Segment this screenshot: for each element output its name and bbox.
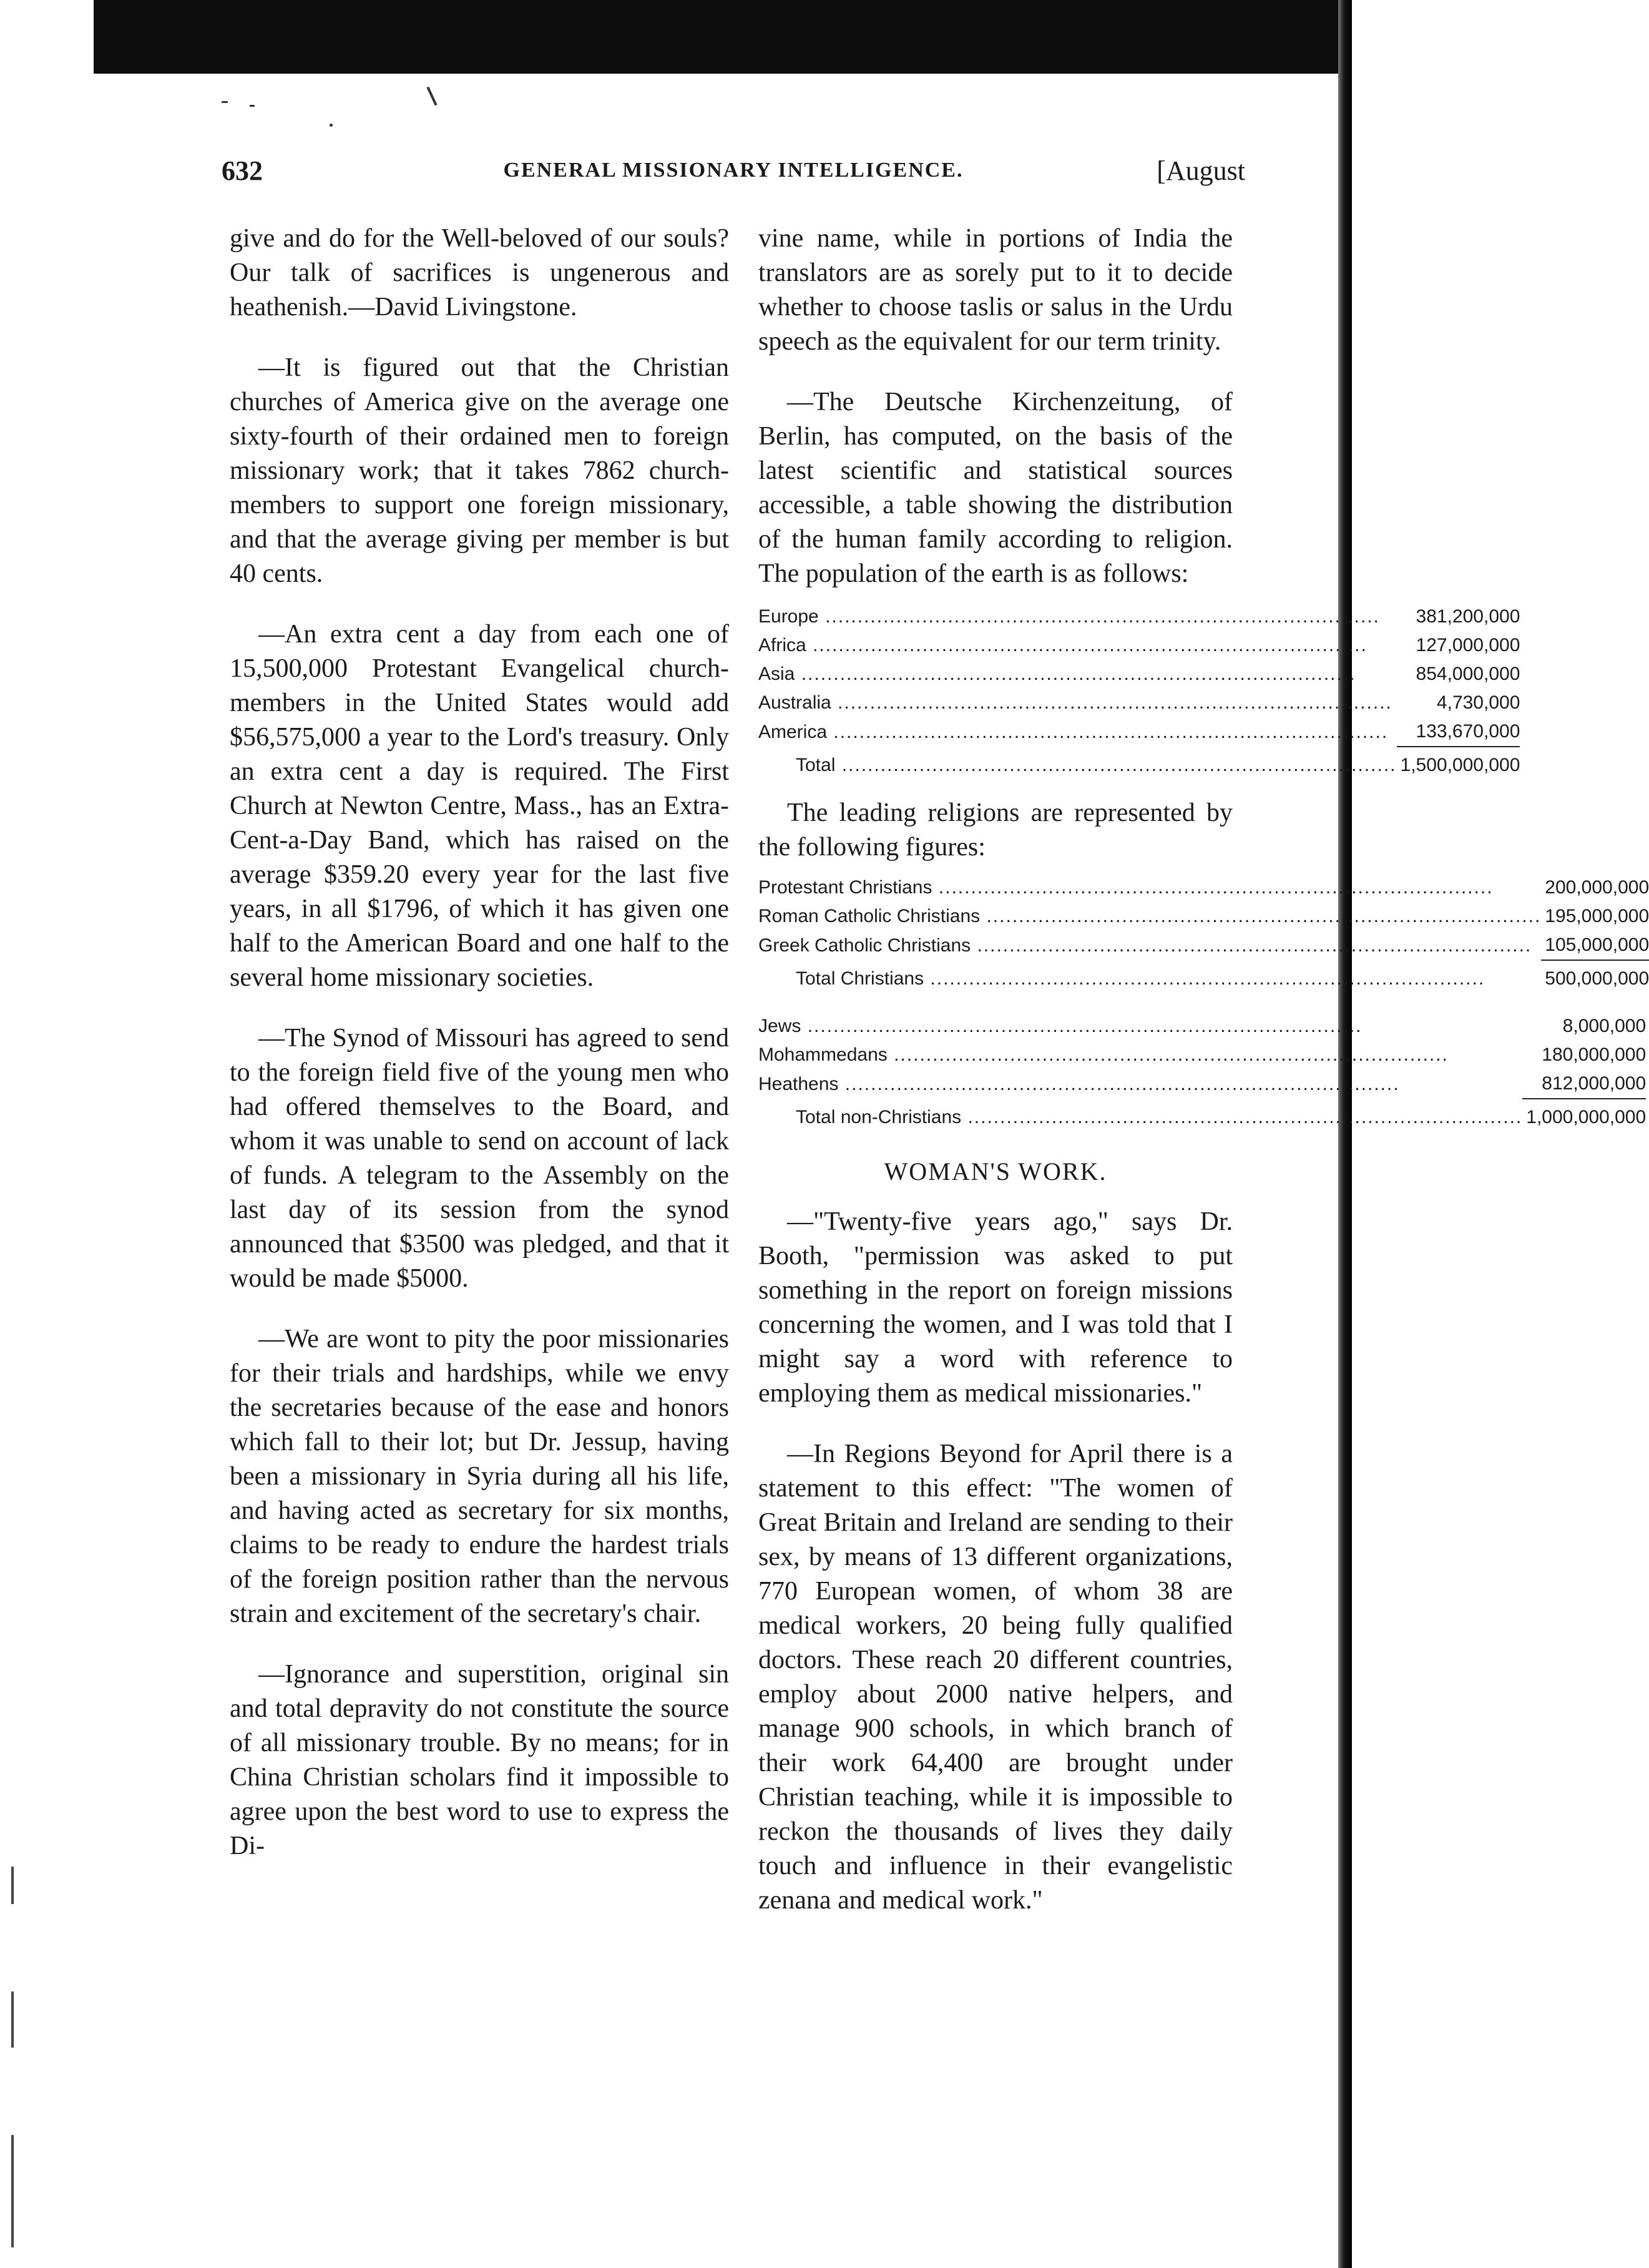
scan-margin-mark bbox=[11, 1991, 14, 2048]
row-value: 195,000,000 bbox=[1545, 906, 1649, 926]
paragraph-dr-booth: —"Twenty-five years ago," says Dr. Booth, "permission was asked to put something in the report on foreign missions concerning the women, and I was told that I might say a word with reference to employing them as medical missionaries." bbox=[758, 1207, 1233, 1408]
population-row bbox=[758, 660, 1520, 689]
religion-row bbox=[758, 902, 1649, 931]
population-row bbox=[758, 602, 1520, 631]
population-total-row bbox=[758, 747, 1520, 780]
row-value: 180,000,000 bbox=[1542, 1044, 1647, 1065]
row-label: Asia bbox=[758, 664, 795, 684]
row-value: 854,000,000 bbox=[1416, 664, 1520, 684]
section-heading-womans-work: WOMAN'S WORK. bbox=[884, 1157, 1107, 1186]
total-label: Total bbox=[796, 754, 836, 775]
paragraph-livingstone: give and do for the Well-beloved of our souls? Our talk of sacrifices is ungenerous and heathenish.—David Livingstone. bbox=[230, 224, 729, 322]
row-label: Mohammedans bbox=[758, 1044, 888, 1065]
scan-speck bbox=[426, 87, 437, 106]
row-value: 133,670,000 bbox=[1416, 721, 1520, 742]
scan-speck bbox=[330, 124, 333, 127]
paragraph-synod-missouri: —The Synod of Missouri has agreed to send to the foreign field five of the young men who had offered themselves to the Board, and whom it was unable to send on account of lack of funds. A telegram to the Assembly on the last day of its session from the synod announced that $3500 was pledged, and that it would be made $5000. bbox=[230, 1024, 729, 1293]
left-column bbox=[230, 222, 729, 1890]
row-value: 105,000,000 bbox=[1545, 935, 1649, 955]
scan-margin-mark bbox=[11, 2135, 14, 2247]
paragraph-divine-name: vine name, while in portions of India the translators are as sorely put to it to decide whether to choose taslis or salus in the Urdu speech as the equivalent for our term trinity. bbox=[758, 224, 1233, 356]
row-value: 381,200,000 bbox=[1416, 606, 1520, 627]
row-label: Australia bbox=[758, 692, 831, 713]
running-title: GENERAL MISSIONARY INTELLIGENCE. bbox=[503, 159, 964, 182]
row-value: 812,000,000 bbox=[1542, 1073, 1647, 1094]
scan-margin-mark bbox=[11, 1867, 14, 1904]
row-label: Greek Catholic Christians bbox=[758, 935, 971, 956]
row-value: 4,730,000 bbox=[1436, 692, 1520, 713]
christians-total-row bbox=[758, 960, 1649, 993]
total-label: Total non-Christians bbox=[796, 1106, 962, 1127]
right-column bbox=[758, 222, 1649, 1944]
christians-table bbox=[758, 873, 1649, 993]
religion-row bbox=[758, 1069, 1646, 1099]
row-label: Europe bbox=[758, 606, 819, 627]
table-gap bbox=[758, 993, 1233, 1012]
row-value: 8,000,000 bbox=[1562, 1016, 1647, 1036]
population-row bbox=[758, 631, 1520, 660]
non-christians-total-row bbox=[758, 1099, 1646, 1132]
total-value: 500,000,000 bbox=[1541, 960, 1649, 993]
row-label: Protestant Christians bbox=[758, 877, 932, 898]
total-label: Total Christians bbox=[796, 968, 924, 989]
row-label: America bbox=[758, 721, 828, 742]
row-label: Jews bbox=[758, 1016, 801, 1036]
paragraph-ordained-men: —It is figured out that the Christian churches of America give on the average one sixty-fourth of their ordained men to foreign missionary work; that it takes 7862 church-members to support one foreign missionary, and that the average giving per member is but 40 cents. bbox=[230, 353, 729, 588]
header-month: [August bbox=[1157, 155, 1245, 186]
paragraph-ignorance: —Ignorance and superstition, original sin and total depravity do not constitute the source of all missionary trouble. By no means; for in China Christian scholars find it impossible to agree upon the best word to use to express the Di- bbox=[230, 1660, 729, 1860]
row-label: Heathens bbox=[758, 1073, 839, 1094]
row-value: 127,000,000 bbox=[1416, 635, 1520, 655]
scan-right-edge-shadow bbox=[1338, 0, 1352, 2268]
row-value: 200,000,000 bbox=[1545, 877, 1649, 898]
row-label: Roman Catholic Christians bbox=[758, 906, 981, 926]
population-row bbox=[758, 689, 1520, 717]
paragraph-kirchenzeitung: —The Deutsche Kirchenzeitung, of Berlin, has computed, on the basis of the latest scientific and statistical sources accessible, a table showing the distribution of the human family according to religion. The population of the earth is as follows: bbox=[758, 388, 1233, 588]
religion-row bbox=[758, 931, 1649, 960]
religion-row bbox=[758, 1041, 1646, 1069]
scan-top-black-band bbox=[94, 0, 1352, 74]
scan-speck bbox=[250, 105, 255, 107]
total-value: 1,000,000,000 bbox=[1522, 1099, 1646, 1132]
page-number: 632 bbox=[222, 155, 263, 186]
religion-row bbox=[758, 873, 1649, 902]
population-table bbox=[758, 602, 1520, 780]
paragraph-regions-beyond: —In Regions Beyond for April there is a statement to this effect: "The women of Great Britain and Ireland are sending to their sex, by means of 13 different organizations, 770 European women, of whom 38 are medical workers, 20 being fully qualified doctors. These reach 20 different countries, employ about 2000 native helpers, and manage 900 schools, in which branch of their work 64,400 are brought under Christian teaching, while it is impossible to reckon the thousands of lives they daily touch and influence in their evangelistic zenana and medical work." bbox=[758, 1440, 1233, 1915]
total-value: 1,500,000,000 bbox=[1397, 747, 1520, 780]
paragraph-leading-religions: The leading religions are represented by the following figures: bbox=[758, 798, 1233, 862]
paragraph-secretaries: —We are wont to pity the poor missionaries for their trials and hardships, while we envy the secretaries because of the ease and honors which fall to their lot; but Dr. Jessup, having been a missionary in Syria during all his life, and having acted as secretary for six months, claims to be ready to endure the hardest trials of the foreign position rather than the nervous strain and excitement of the secretary's chair. bbox=[230, 1325, 729, 1628]
page-header bbox=[222, 155, 1245, 192]
scan-speck bbox=[222, 101, 228, 103]
row-label: Africa bbox=[758, 635, 806, 655]
non-christians-table bbox=[758, 1012, 1646, 1132]
religion-row bbox=[758, 1012, 1646, 1041]
population-row bbox=[758, 717, 1520, 747]
paragraph-extra-cent: —An extra cent a day from each one of 15,500,000 Protestant Evangelical church-members in the United States would add $56,575,000 a year to the Lord's treasury. Only an extra cent a day is required. The First Church at Newton Centre, Mass., has an Extra-Cent-a-Day Band, which has raised on the average $359.20 every year for the last five years, in all $1796, of which it has given one half to the American Board and one half to the several home missionary societies. bbox=[230, 620, 729, 992]
